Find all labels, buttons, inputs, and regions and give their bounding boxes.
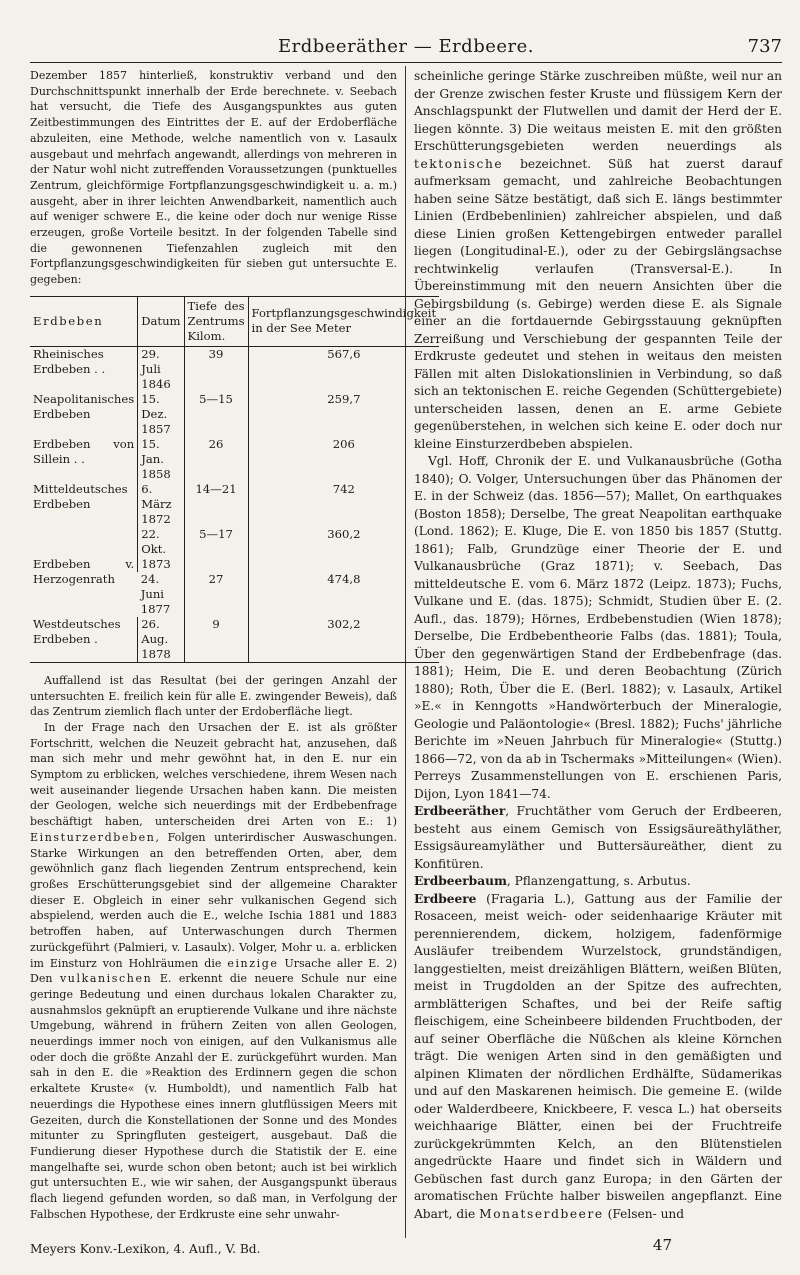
table-header-date: Datum [138, 296, 184, 346]
text-run: (Fragaria L.), Gattung aus der Familie der Rosaceen, meist weich- oder seidenhaarige Kräuter mit perennierendem, dickem, holzigem, fadenförmige Ausläufer treibendem Wurzelstock, grundständigen, langgestielten, meist dreizähligen Blättern, weißen Blüten, meist in Trugdolden an der Spitze des aufrechten, armblätterigen Schaftes, und bei der Reife saftig fleischigem, eine Scheinbeere bildenden Fruchtboden, der auf seiner Oberfläche die Nüßchen als kleine Körnchen trägt. Die wenigen Arten sind in den gemäßigten und alpinen Klimaten der nördlichen Erdhälfte, Südamerikas und auf den Maskarenen heimisch. Die gemeine E. (wilde oder Walderdbeere, Knickbeere, F. vesca L.) hat oberseits weichhaarige Blätter, einen bei der Fruchtreife zurückgekrümmten Kelch, an den Blütenstielen angedrückte Haare und findet sich in Wäldern und Gebüschen fast durch ganz Europa; in den Gärten der aromatischen Früchte halber bisweilen angepflanzt. Eine Abart, die [414, 891, 783, 1221]
table-cell: 26. Aug. 1878 [138, 617, 184, 663]
table-cell: Westdeutsches Erdbeben . [30, 617, 138, 663]
table-cell: Erdbeben von Sillein . . [33, 436, 135, 466]
text-run: , Fruchtäther vom Geruch der Erdbeeren, besteht aus einem Gemisch von Essigsäureäthyläther, Essigsäureamyläther und Buttersäureäther, dient zu Konfitüren. [414, 804, 782, 871]
term-only: einzige [227, 956, 279, 970]
table-header-earthquake: Erdbeben [30, 296, 138, 346]
paragraph-result: Auffallend ist das Resultat (bei der geringen Anzahl der untersuchten E. freilich kein für alle E. zwingender Beweis), daß das Zentrum ziemlich flach unter der Erdoberfläche liegt. [30, 673, 397, 719]
left-column [30, 68, 437, 1222]
imprint: Meyers Konv.-Lexikon, 4. Aufl., V. Bd. [30, 1242, 261, 1256]
table-cell: 14—21 [184, 482, 248, 527]
signature-mark: 47 [652, 1236, 672, 1254]
table-row [30, 392, 439, 437]
table-cell: 5—17 [184, 527, 248, 572]
table-cell: 474,8 [248, 572, 439, 617]
table-cell: 15. Dez. 1857 [138, 392, 184, 437]
table-cell: 302,2 [248, 617, 439, 663]
table-cell: Neapolitanisches Erdbeben [33, 391, 135, 421]
table-cell: 27 [184, 572, 248, 617]
table-cell: 26 [184, 437, 248, 482]
table-header-row [30, 296, 439, 346]
text-run: E. erkennt die neuere Schule nur eine geringe Bedeutung und einen durchaus lokalen Charakter zu, ausnahmslos geknüpft an eruptierende Vulkane und ihre nächste Umgebung, während in frühern Zeiten von allen Geologen, neuerdings immer noch von einigen, auf den Vulkanismus alle oder doch die größte Anzahl der E. zurückgeführt wurden. Man sah in den E. die »Reaktion des Erdinnern gegen die schon erkaltete Kruste« (v. Humboldt), und namentlich Falb hat neuerdings die Hypothese eines innern glutflüssigen Meers mit Gezeiten, durch die Konstellationen der Sonne und des Mondes mitunter zu Springfluten gesteigert, ausgebaut. Daß die Fundierung dieser Hypothese durch die Statistik der E. eine mangelhafte sei, wurde schon oben betont; auch ist bei wirklich gut untersuchten E., wie wir sahen, der Ausgangspunkt überaus flach liegend gefunden worden, so daß man, in Verfolgung der Falbschen Hypothese, der Erdkruste eine sehr unwahr- [30, 972, 397, 1221]
table-cell: 567,6 [248, 346, 439, 392]
table-cell: 15. Jan. 1858 [138, 437, 184, 482]
paragraph-causes [30, 720, 397, 1223]
term-monatserdbeere: Monatserdbeere [479, 1206, 604, 1221]
right-column [414, 68, 782, 1223]
table-cell: 6. März 1872 [138, 482, 184, 527]
paragraph-literature: Vgl. Hoff, Chronik der E. und Vulkanausbrüche (Gotha 1840); O. Volger, Untersuchungen über das Phänomen der E. in der Schweiz (das. 1856—57); Mallet, On earthquakes (Boston 1858); Derselbe, The great Neapolitan earthquake (Lond. 1862); E. Kluge, Die E. von 1850 bis 1857 (Stuttg. 1861); Falb, Grundzüge einer Theorie der E. und Vulkanausbrüche (Graz 1871); v. Seebach, Das mitteldeutsche E. vom 6. März 1872 (Leipz. 1873); Fuchs, Vulkane und E. (das. 1875); Schmidt, Studien über E. (2. Aufl., das. 1879); Hörnes, Erdbebenstudien (Wien 1878); Derselbe, Die Erdbebentheorie Falbs (das. 1881); Toula, Über den gegenwärtigen Stand der Erdbebenfrage (das. 1881); Heim, Die E. und deren Beobachtung (Zürich 1880); Roth, Über die E. (Berl. 1882); v. Lasaulx, Artikel »E.« in Kenngotts »Handwörterbuch der Mineralogie, Geologie und Paläontologie« (Bresl. 1882); Fuchs' jährliche Berichte im »Neuen Jahrbuch für Mineralogie« (Stuttg.) 1866—72, von da ab in Tschermaks »Mitteilungen« (Wien). Perreys Zusammenstellungen von E. erschienen Paris, Dijon, Lyon 1841—74. [414, 454, 782, 801]
table-row [30, 482, 439, 527]
table-cell: 22. Okt. 1873 [138, 527, 184, 572]
table-cell: 742 [248, 482, 439, 527]
entry-erdbeeraether [414, 803, 782, 873]
text-run: scheinliche geringe Stärke zuschreiben müßte, weil nur an der Grenze zwischen fester Kruste und flüssigem Kern der Anschlagspunkt der Flutwellen und damit der Herd der E. liegen könnte. 3) Die weitaus meisten E. mit den größten Erschütterungsgebieten werden neuerdings als [414, 69, 782, 153]
entry-erdbeerbaum [414, 873, 782, 891]
table-cell: 360,2 [248, 527, 439, 572]
table-row [30, 617, 439, 663]
entry-headword: Erdbeere [414, 891, 477, 906]
text-run: Ursache aller E. 2) Den [30, 956, 398, 986]
table-row [30, 346, 439, 392]
running-header [30, 36, 782, 63]
text-run: , Folgen unterirdischer Auswaschungen. Starke Wirkungen an den betreffenden Orten, aber, dem gewöhnlich ganz flach liegenden Zentrum entsprechend, kein großes Erschütterungsgebiet sind der allgemeine Charakter dieser E. Obgleich in einer sehr vulkanischen Gegend sich abspielend, werden auch die E., welche Ischia 1881 und 1883 betroffen haben, auf Unterwaschungen durch Thermen zurückgeführt (Palmieri, v. Lasaulx). Volger, Mohr u. a. erblicken im Einsturz von Hohlräumen die [30, 830, 397, 970]
table-cell: 5—15 [184, 392, 248, 437]
text-run: In der Frage nach den Ursachen der E. ist als größter Fortschritt, welchen die Neuzeit gebracht hat, anzusehen, daß man sich mehr und mehr gewöhnt hat, in den E. nur ein Symptom zu erblicken, welches verschiedene, ihrem Wesen nach weit auseinander liegende Ursachen haben kann. Die meisten der Geologen, welche sich neuerdings mit der Erdbebenfrage beschäftigt haben, unterscheiden drei Arten von E.: 1) [30, 720, 397, 829]
table-header-velocity: Fortpflanzungsgeschwindigkeit in der See Meter [248, 296, 439, 346]
table-cell: Erdbeben v. Herzogenrath [33, 556, 135, 586]
table-cell: 206 [248, 437, 439, 482]
entry-headword: Erdbeeräther [414, 804, 506, 818]
table-cell: 29. Juli 1846 [138, 346, 184, 392]
text-run: bezeichnet. Süß hat zuerst darauf aufmerksam gemacht, und zahlreiche Beobachtungen haben seine Sätze bestätigt, daß sich E. längs bestimmter Linien (Erdbebenlinien) zahlreicher abspielen, und daß diese Linien großen Kettengebirgen entweder parallel liegen (Longitudinal-E.), oder zu der Gebirgslängsachse rechtwinkelig verlaufen (Transversal-E.). In Übereinstimmung mit den neuern Ansichten über die Gebirgsbildung (s. Gebirge) werden diese E. als Signale einer an die fortdauernde Gebirgsstauung geknüpften Zerreißung und Verschiebung der gespannten Teile der Erdkruste gedeutet und stehen in weitaus den meisten Fällen mit alten Dislokationslinien in Verbindung, so daß sich an tektonischen E. reiche Gegenden (Schüttergebiete) unterscheiden lassen, denen an E. arme Gebiete gegenüberstehen, in welchen sich keine E. oder doch nur kleine Einsturzerdbeben abspielen. [414, 156, 782, 451]
paragraph-depth-method: Dezember 1857 hinterließ, konstruktiv verband und den Durchschnittspunkt innerhalb der Erde berechnete. v. Seebach hat versucht, die Tiefe des Ausgangspunktes aus guten Zeitbestimmungen des Eintrittes der E. auf der Erdoberfläche abzuleiten, eine Methode, welche namentlich von v. Lasaulx ausgebaut und mehrfach angewandt, allerdings von mehreren in der Natur wohl nicht zutreffenden Voraussetzungen (punktuelles Zentrum, gleichförmige Fortpflanzungsgeschwindigkeit u. a. m.) ausgeht, aber in ihrer leichten Anwendbarkeit, namentlich auch auf weniger schwere E., die keine oder doch nur wenige Risse erzeugen, große Vorteile besitzt. In der folgenden Tabelle sind die gewonnenen Tiefenzahlen zugleich mit den Fortpflanzungsgeschwindigkeiten für sieben gut untersuchte E. gegeben: [30, 69, 397, 287]
page-footer [30, 1236, 782, 1256]
term-volcanic: vulkanischen [59, 972, 153, 986]
table-header-depth: Tiefe des Zentrums Kilom. [184, 296, 248, 346]
paragraph-tectonic [414, 68, 782, 453]
text-run: (Felsen- und [607, 1206, 685, 1221]
table-cell: Mitteldeutsches Erdbeben [33, 481, 128, 511]
table-cell: 259,7 [248, 392, 439, 437]
table-row [30, 527, 439, 572]
text-run: , Pflanzengattung, s. Arbutus. [506, 874, 691, 888]
entry-erdbeere [414, 891, 782, 1224]
page-number: 737 [747, 36, 782, 57]
page-title: Erdbeeräther — Erdbeere. [277, 36, 535, 57]
table-row [30, 437, 439, 482]
table-cell: 39 [184, 346, 248, 392]
entry-headword: Erdbeerbaum [414, 874, 507, 888]
table-cell: 24. Juni 1877 [140, 571, 171, 616]
table-cell: Rheinisches Erdbeben . . [33, 346, 106, 376]
term-tectonic: tektonische [414, 156, 504, 171]
term-collapse-quakes: Einsturzerdbeben [30, 830, 156, 844]
earthquake-depth-table [30, 296, 439, 663]
table-cell: 9 [184, 617, 248, 663]
